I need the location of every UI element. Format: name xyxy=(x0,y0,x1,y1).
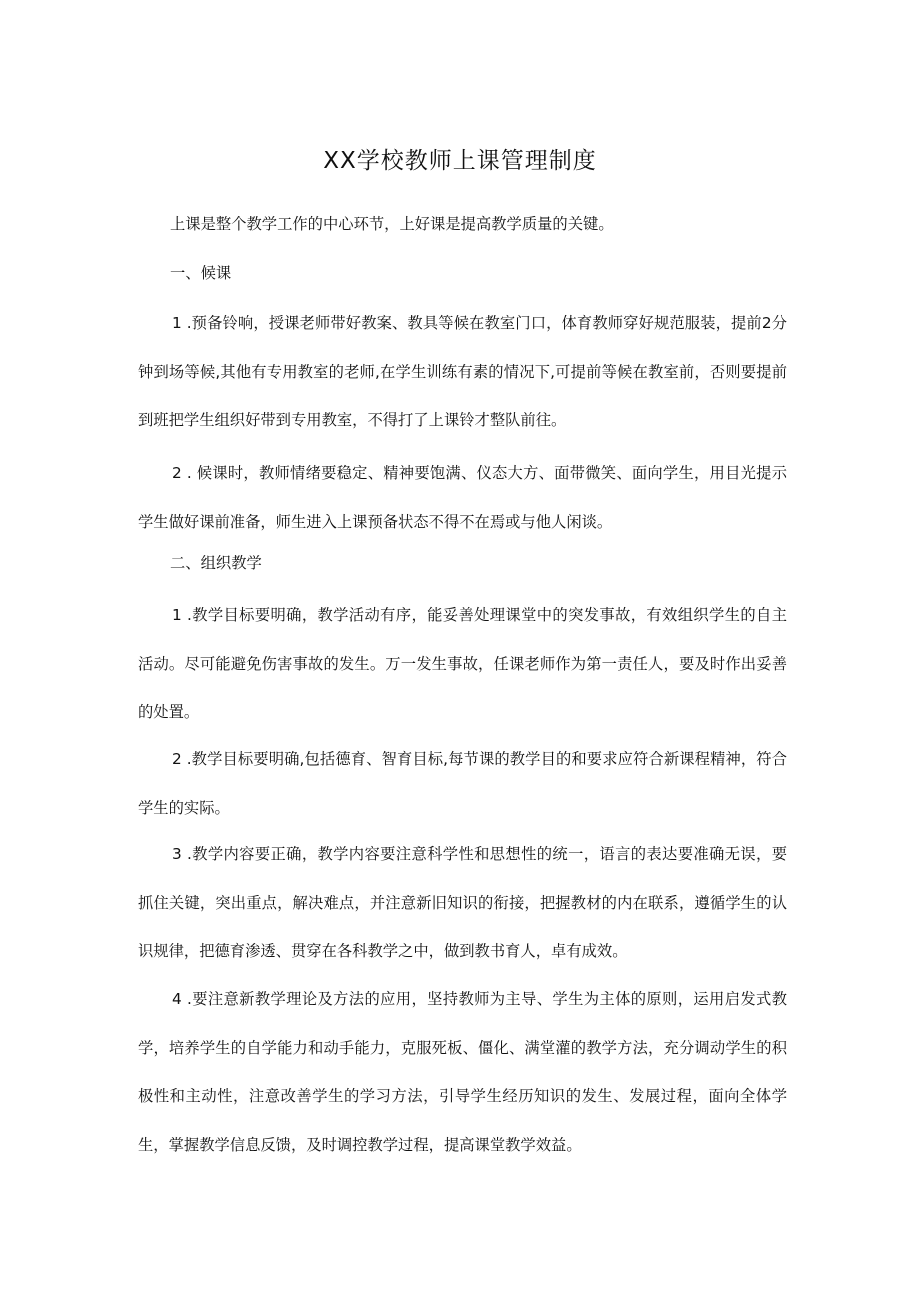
page-title: XX学校教师上课管理制度 xyxy=(323,148,597,174)
paragraph-1-2: 2 . 候课时，教师情绪要稳定、精神要饱满、仪态大方、面带微笑、面向学生，用目光提示学生做好课前准备，师生进入上课预备状态不得不在焉或与他人闲谈。 xyxy=(138,464,787,531)
section-heading-1: 一、候课 xyxy=(170,264,232,282)
intro-paragraph: 上课是整个教学工作的中心环节，上好课是提高教学质量的关键。 xyxy=(170,215,614,233)
section-heading-2: 二、组织教学 xyxy=(170,554,262,572)
paragraph-2-1: 1 .教学目标要明确，教学活动有序，能妥善处理课堂中的突发事故，有效组织学生的自主活动。尽可能避免伤害事故的发生。万一发生事故，任课老师作为第一责任人，要及时作出妥善的处置。 xyxy=(138,606,787,722)
paragraph-2-2: 2 .教学目标要明确,包括德育、智育目标,每节课的教学目的和要求应符合新课程精神，符合学生的实际。 xyxy=(138,750,787,817)
paragraph-2-3: 3 .教学内容要正确，教学内容要注意科学性和思想性的统一，语言的表达要准确无误，要抓住关键，突出重点，解决难点，并注意新旧知识的衔接，把握教材的内在联系，遵循学生的认识规律，把德育渗透、贯穿在各科教学之中，做到教书育人，卓有成效。 xyxy=(138,845,787,961)
paragraph-2-4: 4 .要注意新教学理论及方法的应用，坚持教师为主导、学生为主体的原则，运用启发式教学，培养学生的自学能力和动手能力，克服死板、僵化、满堂灌的教学方法，充分调动学生的积极性和主动性，注意改善学生的学习方法，引导学生经历知识的发生、发展过程，面向全体学生，掌握教学信息反馈，及时调控教学过程，提高课堂教学效益。 xyxy=(138,990,787,1154)
paragraph-1-1: 1 .预备铃响，授课老师带好教案、教具等候在教室门口，体育教师穿好规范服装，提前2分钟到场等候,其他有专用教室的老师,在学生训练有素的情况下,可提前等候在教室前，否则要提前到班把学生组织好带到专用教室，不得打了上课铃才整队前往。 xyxy=(138,314,787,430)
